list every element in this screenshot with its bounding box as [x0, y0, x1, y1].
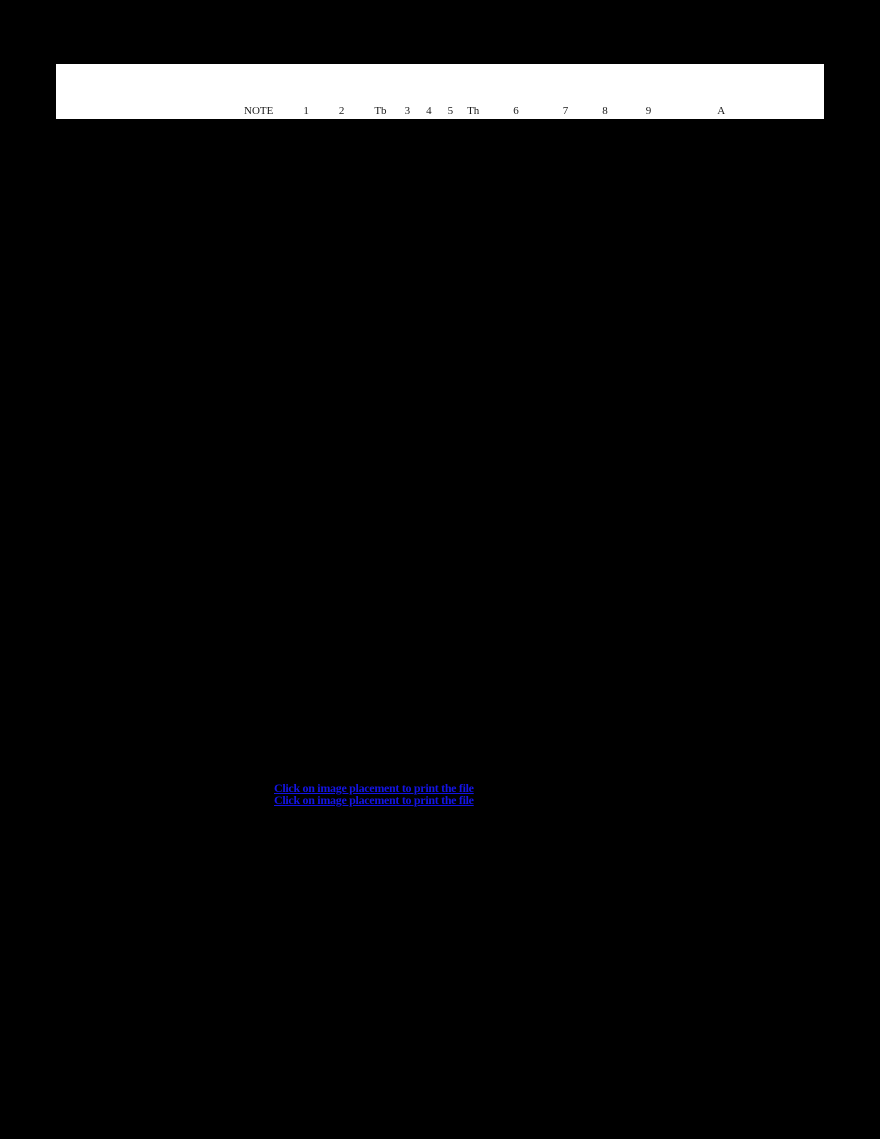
- top-white-panel: [56, 64, 824, 119]
- link-line-2: Click on image placement to print the file: [274, 793, 474, 807]
- glyph-item: NOTE: [244, 105, 274, 117]
- top-panel-glyph-row: [56, 105, 824, 119]
- glyph-item: Th: [467, 105, 480, 117]
- glyph-item: 8: [602, 105, 608, 117]
- glyph-item: 7: [562, 105, 569, 117]
- glyph-item: 6: [513, 105, 519, 117]
- glyph-item: 1: [303, 105, 309, 117]
- glyph-item: 4: [426, 105, 432, 117]
- glyph-item: 3: [404, 105, 411, 117]
- glyph-item: 5: [447, 105, 454, 117]
- glyph-item: 2: [338, 105, 345, 117]
- glyph-item: Tb: [374, 105, 387, 117]
- glyph-item: 9: [645, 105, 652, 117]
- image-placement-print-link[interactable]: [274, 781, 510, 807]
- glyph-item: A: [717, 105, 726, 117]
- link-line-1: Click on image placement to print the file: [274, 781, 474, 795]
